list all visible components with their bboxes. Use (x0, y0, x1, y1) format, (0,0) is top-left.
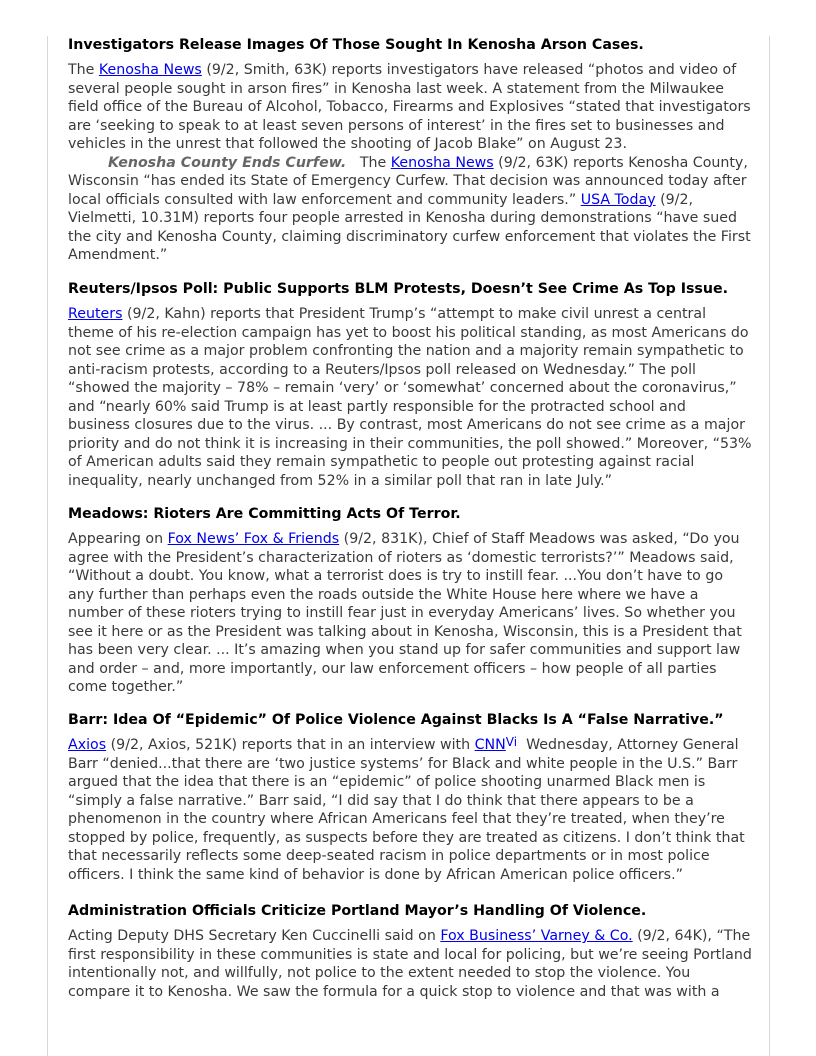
paragraph-text: The (346, 154, 391, 171)
article-section (68, 902, 757, 1001)
source-link[interactable]: Axios (68, 737, 107, 753)
paragraph-text: (9/2, Smith, 63K) reports investigators have released “photos and video of several people sought in arson fires” in Kenosha last week. A statement from the Milwaukee field office of the Bureau of Alcohol, Tobacco, Firearms and Explosives “stated that investigators are ‘seeking to speak to at least seven persons of interest’ in the fires set to businesses and vehicles in the unrest that followed the shooting of Jacob Blake” on August 23. (68, 62, 756, 152)
paragraph-text: Appearing on (68, 531, 168, 547)
source-link[interactable]: Fox Business’ Varney & Co. (440, 928, 633, 944)
article-paragraph (68, 305, 757, 490)
article-paragraph (68, 61, 756, 154)
paragraph-text: (9/2, Vielmetti, 10.31M) reports four people arrested in Kenosha during demonstrations “have sued the city and Kenosha County, claiming discriminatory curfew enforcement that violates the First Amendment.” (68, 191, 756, 263)
article-section (68, 505, 752, 697)
subheading: Kenosha County Ends Curfew. (108, 154, 347, 171)
source-link[interactable]: Reuters (68, 306, 123, 322)
article-section (68, 36, 756, 265)
paragraph-text: (9/2, Axios, 521K) reports that in an interview with (106, 737, 475, 753)
paragraph-text: (9/2, 831K), Chief of Staff Meadows was asked, “Do you agree with the President’s characterization of rioters as ‘domestic terrorists?’” Meadows said, “Without a doubt. You know, what a terrorist does is try to instill fear. ...You don’t have to go any further than perhaps even the roads outside the White House here where we have a number of these rioters trying to instill fear just in everyday Americans’ lives. So whether you see it here or as the President was talking about in Kenosha, Wisconsin, this is a President that has been very clear. ... It’s amazing when you stand up for safer communities and support law and order – and, more importantly, our law enforcement officers – how people of all parties come together.” (68, 531, 747, 695)
article-headline: Reuters/Ipsos Poll: Public Supports BLM Protests, Doesn’t See Crime As Top Issue. (68, 281, 728, 297)
source-link[interactable]: CNN (474, 737, 506, 753)
paragraph-text: (9/2, 64K), “The first responsibility in these communities is state and local for policing, but we’re seeing Portland intentionally not, and willfully, not police to the extent needed to stop the violence. You compare it to Kenosha. We saw the formula for a quick stop to violence and that was with a (68, 928, 757, 1000)
article-section (68, 711, 752, 884)
source-link[interactable]: Kenosha News (98, 62, 202, 78)
paragraph-text: Acting Deputy DHS Secretary Ken Cuccinelli said on (68, 928, 441, 944)
video-indicator[interactable]: Vi (505, 735, 518, 749)
article-paragraph (68, 736, 752, 884)
article-paragraph (68, 154, 756, 265)
article-section (68, 280, 757, 490)
article-headline: Barr: Idea Of “Epidemic” Of Police Violence Against Blacks Is A “False Narrative.” (68, 712, 724, 728)
paragraph-text: (9/2, 63K) reports Kenosha County, Wisconsin “has ended its State of Emergency Curfew. That decision was announced today after local officials consulted with law enforcement and community leaders.” (68, 154, 753, 208)
article-paragraph (68, 530, 752, 697)
source-link[interactable]: Kenosha News (390, 154, 494, 171)
paragraph-text: The (68, 62, 99, 78)
paragraph-text: (9/2, Kahn) reports that President Trump’s “attempt to make civil unrest a central theme of his re-election campaign has yet to boost his political standing, as most Americans do not see crime as a major problem confronting the nation and a majority remain sympathetic to anti-racism protests, according to a Reuters/Ipsos poll released on Wednesday.” The poll “showed the majority – 78% – remain ‘very’ or ‘somewhat’ concerned about the coronavirus,” and “nearly 60% said Trump is at least partly responsible for the protracted school and business closures due to the virus. ... By contrast, most Americans do not see crime as a major priority and do not think it is increasing in their communities, the poll showed.” Moreover, “53% of American adults said they remain sympathetic to people out protesting against racial inequality, nearly unchanged from 52% in a similar poll that ran in late July.” (68, 306, 757, 489)
paragraph-text: Wednesday, Attorney General Barr “denied...that there are ‘two justice systems’ for Black and white people in the U.S.” Barr argued that the idea that there is an “epidemic” of police shooting unarmed Black men is “simply a false narrative.” Barr said, “I did say that I do think that there appears to be a phenomenon in the country where African Americans feel that they’re treated, when they’re stopped by police, frequently, as suspects before they are treated as citizens. I don’t think that that necessarily reflects some deep-seated racism in police departments or in most police officers. I think the same kind of behavior is done by African American police officers.” (68, 737, 750, 883)
article-headline: Meadows: Rioters Are Committing Acts Of Terror. (68, 506, 461, 522)
source-link[interactable]: USA Today (580, 191, 656, 208)
source-link[interactable]: Fox News’ Fox & Friends (167, 531, 340, 547)
article-headline: Investigators Release Images Of Those Sought In Kenosha Arson Cases. (68, 37, 644, 53)
article-headline: Administration Officials Criticize Portland Mayor’s Handling Of Violence. (68, 903, 647, 919)
article-paragraph (68, 927, 757, 1001)
